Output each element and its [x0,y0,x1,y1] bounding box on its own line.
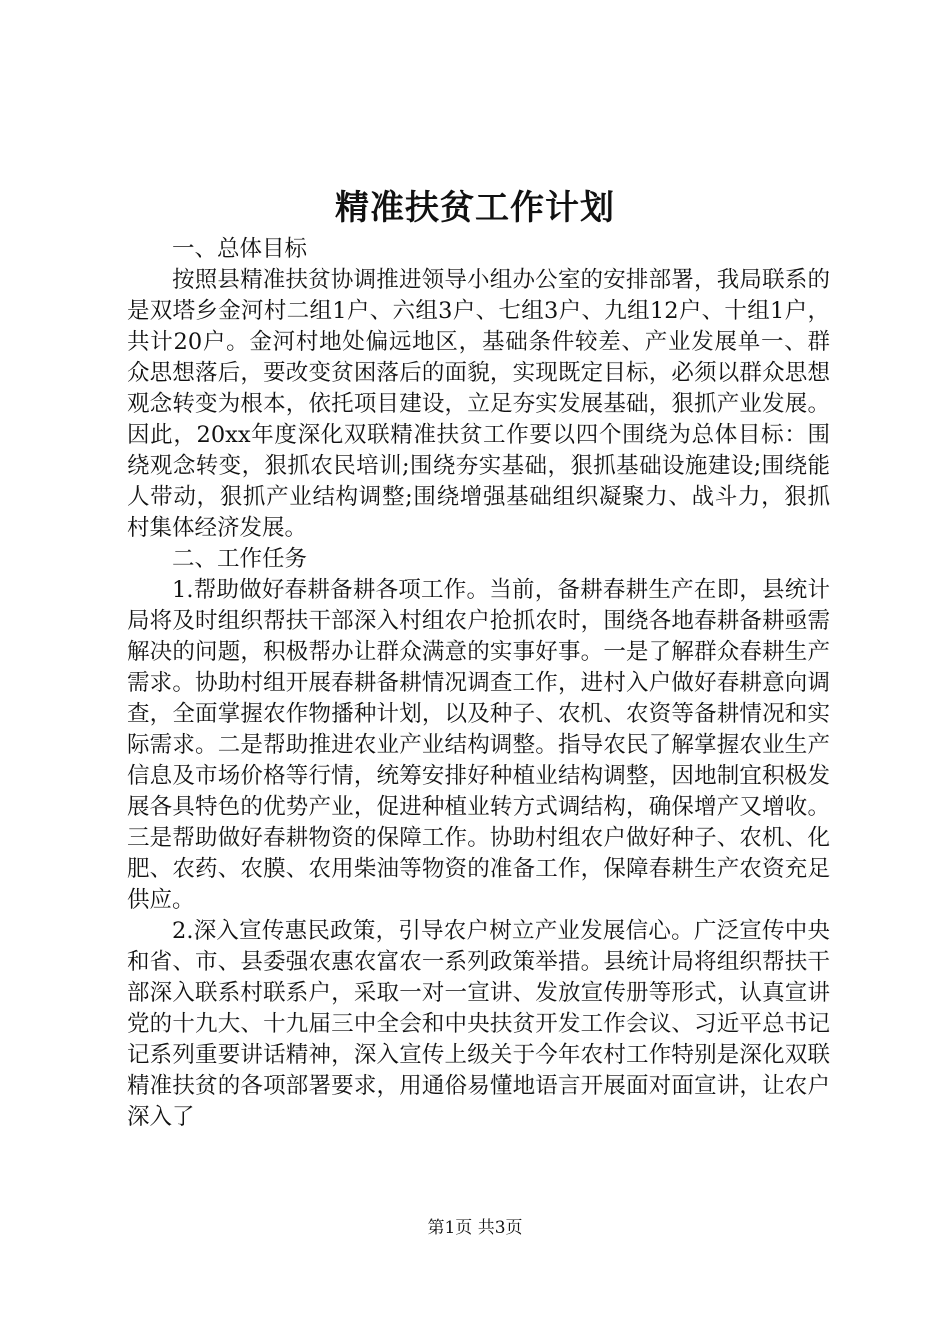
section-heading-work-tasks: 二、工作任务 [172,546,308,572]
document-title: 精准扶贫工作计划 [335,188,615,228]
paragraph-overall-goal: 按照县精准扶贫协调推进领导小组办公室的安排部署，我局联系的是双塔乡金河村二组1户、六组3户、七组3户、九组12户、十组1户，共计20户。金河村地处偏远地区，基础条件较差、产业发展单一、群众思想落后，要改变贫困落后的面貌，实现既定目标，必须以群众思想观念转变为根本，依托项目建设，立足夯实发展基础，狠抓产业发展。因此，20xx年度深化双联精准扶贫工作要以四个围绕为总体目标：围绕观念转变，狠抓农民培训;围绕夯实基础，狠抓基础设施建设;围绕能人带动，狠抓产业结构调整;围绕增强基础组织凝聚力、战斗力，狠抓村集体经济发展。 [127,267,830,541]
section-heading-overall-goal: 一、总体目标 [172,236,308,262]
paragraph-task-2: 2.深入宣传惠民政策，引导农户树立产业发展信心。广泛宣传中央和省、市、县委强农惠农富农一系列政策举措。县统计局将组织帮扶干部深入联系村联系户，采取一对一宣讲、发放宣传册等形式，认真宣讲党的十九大、十九届三中全会和中央扶贫开发工作会议、习近平总书记记系列重要讲话精神，深入宣传上级关于今年农村工作特别是深化双联精准扶贫的各项部署要求，用通俗易懂地语言开展面对面宣讲，让农户深入了 [127,918,830,1130]
page-footer: 第1页 共3页 [427,1218,523,1238]
paragraph-task-1: 1.帮助做好春耕备耕各项工作。当前，备耕春耕生产在即，县统计局将及时组织帮扶干部深入村组农户抢抓农时，围绕各地春耕备耕亟需解决的问题，积极帮办让群众满意的实事好事。一是了解群众春耕生产需求。协助村组开展春耕备耕情况调查工作，进村入户做好春耕意向调查，全面掌握农作物播种计划，以及种子、农机、农资等备耕情况和实际需求。二是帮助推进农业产业结构调整。指导农民了解掌握农业生产信息及市场价格等行情，统筹安排好种植业结构调整，因地制宜积极发展各具特色的优势产业，促进种植业转方式调结构，确保增产又增收。三是帮助做好春耕物资的保障工作。协助村组农户做好种子、农机、化肥、农药、农膜、农用柴油等物资的准备工作，保障春耕生产农资充足供应。 [127,577,830,913]
document-body [127,234,830,1133]
